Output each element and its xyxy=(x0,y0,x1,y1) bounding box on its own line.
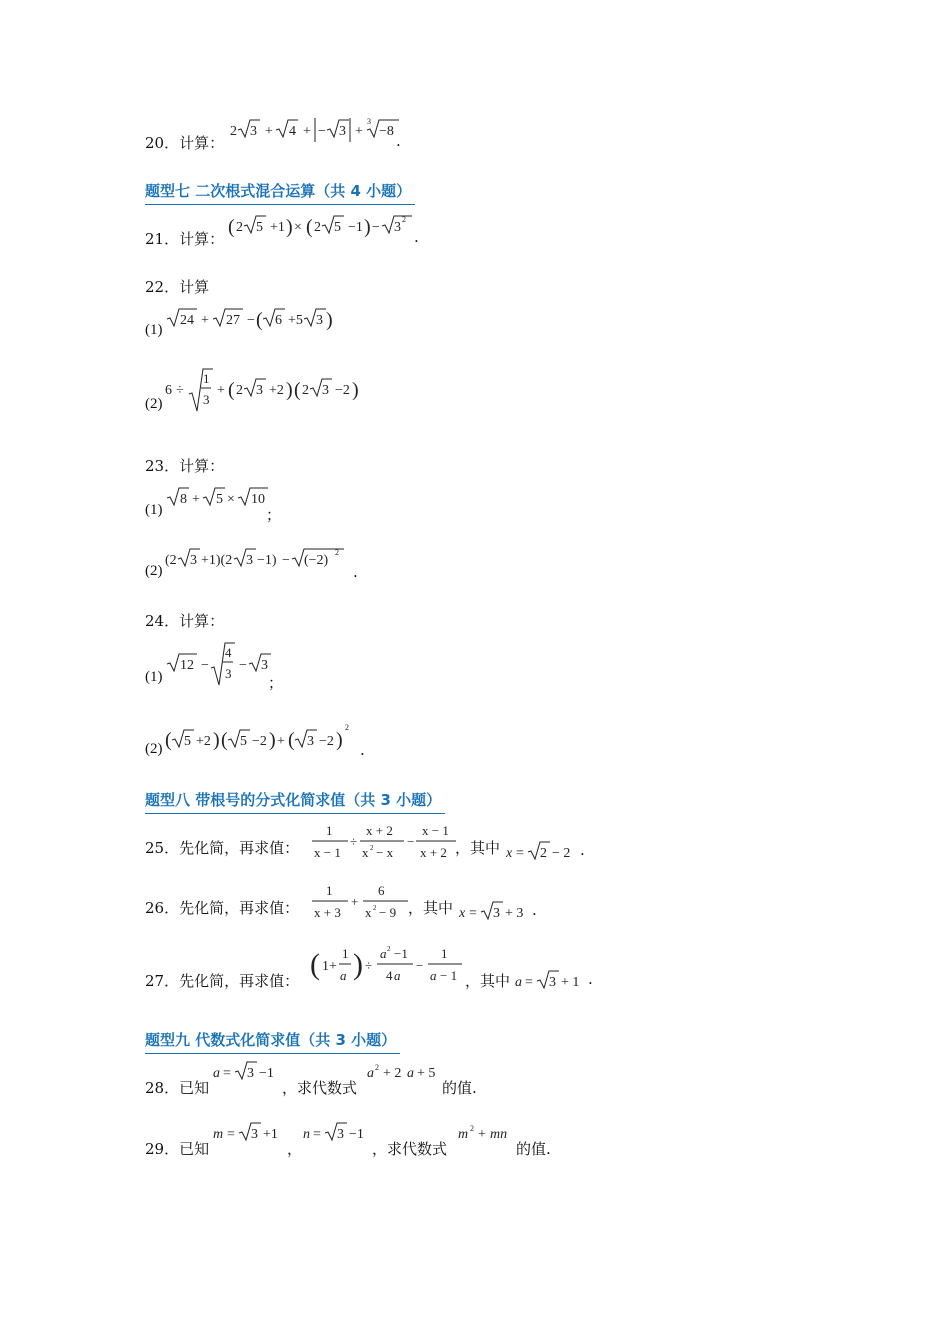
q21-expression xyxy=(228,212,418,244)
svg-text:x: x xyxy=(362,845,369,860)
q24-part2-expression xyxy=(165,722,365,758)
svg-text:): ) xyxy=(336,729,343,751)
svg-text:a: a xyxy=(430,968,437,983)
q20-label: 20．计算： xyxy=(145,134,225,152)
svg-text:+ 2: + 2 xyxy=(383,1066,402,1081)
svg-text:=: = xyxy=(516,846,524,861)
svg-text:+5: +5 xyxy=(288,313,303,328)
svg-text:24: 24 xyxy=(180,313,194,328)
svg-text:3: 3 xyxy=(367,117,371,126)
svg-text:(: ( xyxy=(306,216,313,238)
svg-text:− 2: − 2 xyxy=(552,846,571,861)
svg-text:+: + xyxy=(351,894,359,909)
q24-part2-period: . xyxy=(360,741,365,759)
svg-text:− x: − x xyxy=(376,845,394,860)
svg-text:3: 3 xyxy=(549,975,556,990)
svg-text:×: × xyxy=(294,220,302,235)
svg-text:27: 27 xyxy=(226,313,240,328)
svg-text:3: 3 xyxy=(493,906,500,921)
q22-label: 22．计算 xyxy=(145,278,210,296)
svg-text:2: 2 xyxy=(540,846,547,861)
svg-text:x + 2: x + 2 xyxy=(420,845,447,860)
svg-text:+1)(2: +1)(2 xyxy=(201,553,233,568)
svg-text:2: 2 xyxy=(230,124,237,139)
q29-given-m xyxy=(211,1121,291,1149)
svg-text:3: 3 xyxy=(337,1127,344,1142)
svg-text:(: ( xyxy=(256,309,263,331)
svg-text:3: 3 xyxy=(261,658,268,673)
svg-text:2: 2 xyxy=(387,945,391,953)
svg-text:2: 2 xyxy=(236,383,243,398)
svg-text:−: − xyxy=(201,658,209,673)
svg-text:1: 1 xyxy=(441,946,448,961)
svg-text:5: 5 xyxy=(334,220,341,235)
q29-label: 29．已知 xyxy=(145,1140,210,1158)
svg-text:4: 4 xyxy=(289,124,296,139)
q23-part2-expression xyxy=(165,545,355,577)
svg-text:2: 2 xyxy=(370,844,374,852)
svg-text:+ 1: + 1 xyxy=(561,975,580,990)
svg-text:−8: −8 xyxy=(379,124,394,139)
q26-label: 26．先化简，再求值： xyxy=(145,899,300,917)
svg-text:3: 3 xyxy=(322,383,329,398)
svg-text:=: = xyxy=(313,1127,321,1142)
svg-text:− 9: − 9 xyxy=(379,905,397,920)
svg-text:3: 3 xyxy=(316,313,323,328)
svg-text:4: 4 xyxy=(386,968,393,983)
svg-text:+1: +1 xyxy=(263,1127,278,1142)
svg-text:a: a xyxy=(340,968,347,983)
q23-part1-expression xyxy=(165,484,275,516)
svg-text:−2: −2 xyxy=(335,383,350,398)
q26-where-text: ，其中 xyxy=(408,899,454,917)
q27-condition xyxy=(515,966,595,994)
svg-text:2: 2 xyxy=(335,548,339,557)
q25-fraction-expression xyxy=(310,820,458,864)
q26-fraction-expression xyxy=(310,880,410,924)
svg-text:): ) xyxy=(364,216,371,238)
svg-text:5: 5 xyxy=(216,492,223,507)
q23-part1-label: (1) xyxy=(145,502,163,518)
svg-text:−1): −1) xyxy=(257,553,277,568)
svg-text:6: 6 xyxy=(275,313,282,328)
svg-text:2: 2 xyxy=(402,215,406,224)
svg-text:−: − xyxy=(239,658,247,673)
svg-text:(−2): (−2) xyxy=(304,553,329,568)
svg-text:+: + xyxy=(201,313,209,328)
q23-part2-period: . xyxy=(353,563,358,581)
svg-text:1: 1 xyxy=(203,371,210,386)
q29-expression xyxy=(456,1121,521,1149)
svg-text:6: 6 xyxy=(378,883,385,898)
svg-text:2: 2 xyxy=(375,1063,379,1072)
svg-text:5: 5 xyxy=(240,734,247,749)
q26-period: . xyxy=(532,901,537,919)
svg-text:3: 3 xyxy=(246,553,253,568)
q28-end-text: 的值. xyxy=(442,1079,477,1097)
q22-part2-label: (2) xyxy=(145,396,163,412)
q27-fraction-expression xyxy=(310,940,470,990)
q27-period: . xyxy=(588,970,593,988)
svg-text:3: 3 xyxy=(250,124,257,139)
svg-text:=: = xyxy=(227,1127,235,1142)
svg-text:x: x xyxy=(506,846,513,861)
svg-text:2: 2 xyxy=(302,383,309,398)
svg-text:): ) xyxy=(352,379,359,401)
svg-text:+: + xyxy=(478,1127,486,1142)
svg-text:+: + xyxy=(265,124,273,139)
q29-end-text: 的值. xyxy=(516,1140,551,1158)
section-7-title: 题型七 二次根式混合运算（共 4 小题） xyxy=(145,182,412,200)
svg-text:a: a xyxy=(213,1066,220,1081)
svg-text:1: 1 xyxy=(326,883,333,898)
svg-text:): ) xyxy=(353,948,363,981)
svg-text:(: ( xyxy=(310,948,320,981)
svg-text:): ) xyxy=(213,729,220,751)
svg-text:a: a xyxy=(515,975,522,990)
svg-text:−: − xyxy=(247,313,255,328)
svg-text:+: + xyxy=(217,383,225,398)
svg-text:12: 12 xyxy=(180,658,194,673)
svg-text:a: a xyxy=(367,1066,374,1081)
svg-text:): ) xyxy=(286,379,293,401)
q22-part2-expression xyxy=(165,366,365,416)
svg-text:÷: ÷ xyxy=(365,958,373,973)
svg-text:8: 8 xyxy=(180,492,187,507)
svg-text:x: x xyxy=(459,906,466,921)
q29-comma: ， xyxy=(287,1140,303,1158)
svg-text:+: + xyxy=(277,734,285,749)
svg-text:4: 4 xyxy=(225,645,232,660)
svg-text:−1: −1 xyxy=(394,946,408,961)
svg-text:(: ( xyxy=(228,216,235,238)
svg-text:x − 1: x − 1 xyxy=(422,823,449,838)
svg-text:−: − xyxy=(416,958,424,973)
svg-text:1: 1 xyxy=(342,946,349,961)
svg-text:a: a xyxy=(380,946,387,961)
svg-text:−: − xyxy=(318,124,326,139)
svg-text:(: ( xyxy=(165,729,172,751)
svg-text:(: ( xyxy=(228,379,235,401)
svg-text:m: m xyxy=(458,1127,469,1142)
svg-text:−: − xyxy=(282,553,290,568)
q22-part1-label: (1) xyxy=(145,322,163,338)
section-9-title: 题型九 代数式化简求值（共 3 小题） xyxy=(145,1031,397,1049)
svg-text:3: 3 xyxy=(247,1066,254,1081)
q24-part1-expression xyxy=(165,640,275,690)
svg-text:1+: 1+ xyxy=(322,959,337,974)
q24-part1-semicolon: ； xyxy=(268,674,284,692)
q28-given xyxy=(211,1060,281,1088)
svg-text:+ 3: + 3 xyxy=(505,906,524,921)
svg-text:=: = xyxy=(469,906,477,921)
svg-text:+: + xyxy=(192,492,200,507)
svg-text:+2: +2 xyxy=(269,383,284,398)
svg-text:): ) xyxy=(286,216,293,238)
svg-text:x − 1: x − 1 xyxy=(314,845,341,860)
svg-text:): ) xyxy=(326,309,333,331)
q29-given-n xyxy=(301,1121,376,1149)
svg-text:a: a xyxy=(407,1066,414,1081)
svg-text:2: 2 xyxy=(345,723,349,732)
svg-text:1: 1 xyxy=(326,823,333,838)
q25-label: 25．先化简，再求值： xyxy=(145,839,300,857)
svg-text:−1: −1 xyxy=(259,1066,274,1081)
svg-text:5: 5 xyxy=(256,220,263,235)
svg-text:x + 2: x + 2 xyxy=(366,823,393,838)
svg-text:+1: +1 xyxy=(270,220,285,235)
svg-text:2: 2 xyxy=(314,220,321,235)
svg-text:3: 3 xyxy=(251,1127,258,1142)
svg-text:(: ( xyxy=(288,729,295,751)
svg-text:(2: (2 xyxy=(165,553,177,568)
q28-ask-text: ，求代数式 xyxy=(282,1079,358,1097)
q29-ask-text: ，求代数式 xyxy=(372,1140,448,1158)
svg-text:5: 5 xyxy=(184,734,191,749)
svg-text:): ) xyxy=(269,729,276,751)
svg-text:n: n xyxy=(303,1127,310,1142)
svg-text:−2: −2 xyxy=(252,734,267,749)
svg-text:m: m xyxy=(213,1127,224,1142)
svg-text:3: 3 xyxy=(307,734,314,749)
svg-text:3: 3 xyxy=(394,220,401,235)
svg-text:6: 6 xyxy=(165,383,172,398)
q23-part2-label: (2) xyxy=(145,563,163,579)
svg-text:2: 2 xyxy=(470,1124,474,1133)
svg-text:−: − xyxy=(407,834,415,849)
svg-text:+: + xyxy=(355,124,363,139)
q28-label: 28．已知 xyxy=(145,1079,210,1097)
svg-text:=: = xyxy=(223,1066,231,1081)
q21-label: 21．计算： xyxy=(145,230,225,248)
svg-text:3: 3 xyxy=(190,553,197,568)
svg-text:mn: mn xyxy=(490,1127,508,1142)
svg-text:=: = xyxy=(525,975,533,990)
svg-text:10: 10 xyxy=(251,492,265,507)
q21-period: . xyxy=(414,228,419,246)
svg-text:÷: ÷ xyxy=(176,383,184,398)
q26-condition xyxy=(459,897,539,925)
svg-text:2: 2 xyxy=(373,904,377,912)
svg-text:x: x xyxy=(365,905,372,920)
q24-part1-label: (1) xyxy=(145,669,163,685)
q25-where-text: ，其中 xyxy=(455,839,501,857)
svg-text:−1: −1 xyxy=(349,1127,364,1142)
q25-period: . xyxy=(580,841,585,859)
svg-text:− 1: − 1 xyxy=(440,968,458,983)
q23-label: 23．计算： xyxy=(145,457,225,475)
q22-part1-expression xyxy=(165,305,340,337)
q20-period: . xyxy=(396,132,401,150)
svg-text:×: × xyxy=(227,492,235,507)
q25-condition xyxy=(506,837,586,865)
svg-text:(: ( xyxy=(294,379,301,401)
section-8-title: 题型八 带根号的分式化简求值（共 3 小题） xyxy=(145,791,442,809)
svg-text:+: + xyxy=(303,124,311,139)
svg-text:−2: −2 xyxy=(319,734,334,749)
q27-label: 27．先化简，再求值： xyxy=(145,972,300,990)
svg-text:x + 3: x + 3 xyxy=(314,905,341,920)
q28-expression xyxy=(365,1060,445,1088)
svg-text:−1: −1 xyxy=(348,220,363,235)
svg-text:÷: ÷ xyxy=(350,834,358,849)
q20-expression xyxy=(228,116,400,148)
svg-text:+2: +2 xyxy=(196,734,211,749)
svg-text:2: 2 xyxy=(236,220,243,235)
q24-label: 24．计算： xyxy=(145,612,225,630)
q24-part2-label: (2) xyxy=(145,741,163,757)
svg-text:3: 3 xyxy=(225,666,232,681)
q23-part1-semicolon: ； xyxy=(266,506,282,524)
svg-text:3: 3 xyxy=(339,124,346,139)
svg-text:(: ( xyxy=(221,729,228,751)
svg-text:3: 3 xyxy=(203,392,210,407)
svg-text:−: − xyxy=(372,220,380,235)
svg-text:+ 5: + 5 xyxy=(417,1066,436,1081)
svg-text:a: a xyxy=(394,968,401,983)
svg-text:3: 3 xyxy=(256,383,263,398)
q27-where-text: ，其中 xyxy=(465,972,511,990)
